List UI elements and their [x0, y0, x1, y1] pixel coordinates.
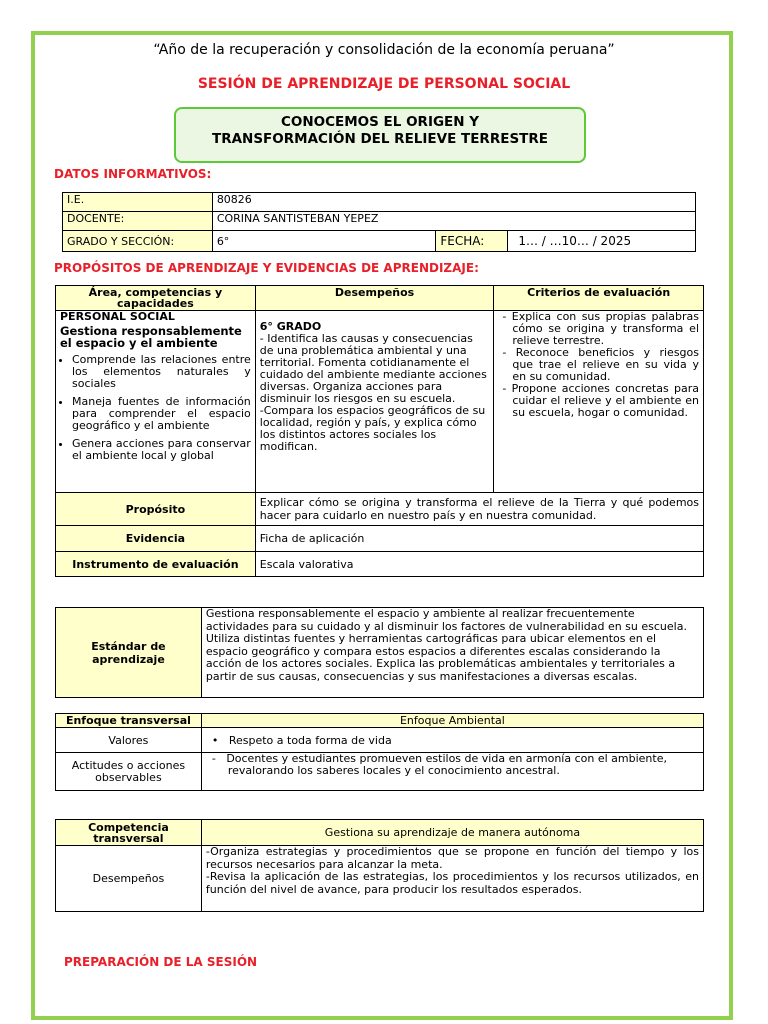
capacidad-item: • Genera acciones para conservar el ambiente local y global [72, 438, 251, 462]
capacidad-item: • Comprende las relaciones entre los elementos naturales y sociales [72, 354, 251, 390]
ie-label: I.E. [63, 193, 213, 212]
valores-cell [201, 728, 703, 753]
proposito-value: Explicar cómo se origina y transforma el relieve de la Tierra y qué podemos hacer para cuidarlo en nuestro país y en nuestra comunidad. [255, 493, 703, 526]
estandar-text: Gestiona responsablemente el espacio y ambiente al realizar frecuentemente actividades para su cuidado y al disminuir los factores de vulnerabilidad en su escuela. Utiliza distintas fuentes y herramientas cartográficas para ubicar elementos en el espacio geográfico y compara estos espacios a diferentes escalas considerando la acción de los actores sociales. Explica las problemáticas ambientales y territoriales a partir de sus causas, consecuencias y sus manifestaciones a diversas escalas. [201, 608, 703, 698]
area-name: PERSONAL SOCIAL [60, 310, 175, 323]
criterio-text: Propone acciones concretas para cuidar el relieve y el ambiente en su escuela, hogar o comunidad. [511, 382, 700, 419]
instrumento-label: Instrumento de evaluación [56, 552, 256, 577]
estandar-table [55, 607, 704, 698]
topic-title-line1: CONOCEMOS EL ORIGEN Y [280, 114, 480, 130]
criterio-text: Explica con sus propias palabras cómo se origina y transforma el relieve terrestre. [511, 310, 700, 347]
grado-value: 6° [212, 231, 436, 252]
motto: “Año de la recuperación y consolidación de la economía peruana” [153, 42, 615, 58]
competencia-label: Competencia transversal [56, 820, 202, 846]
valores-text: Respeto a toda forma de vida [228, 733, 392, 747]
evidencia-label: Evidencia [56, 526, 256, 552]
desempeno-item: -Compara los espacios geográficos de su localidad, región y país, y explica cómo los distintos actores sociales los modifican. [259, 404, 486, 453]
proposito-label: Propósito [56, 493, 256, 526]
propositos-heading: PROPÓSITOS DE APRENDIZAJE Y EVIDENCIAS DE APRENDIZAJE: [54, 261, 479, 275]
actitudes-label: Actitudes o acciones observables [56, 753, 202, 791]
criterio-item: - Propone acciones concretas para cuidar el relieve y el ambiente en su escuela, hogar o comunidad. [502, 382, 700, 419]
col-desempenos-header: Desempeños [255, 286, 494, 311]
competencia-value: Gestiona su aprendizaje de manera autónoma [201, 820, 703, 846]
criterio-item: - Reconoce beneficios y riesgos que trae el relieve en su vida y en su comunidad. [502, 346, 700, 383]
instrumento-value: Escala valorativa [255, 552, 703, 577]
col-criterios-header: Criterios de evaluación [494, 286, 704, 311]
competencia-name: Gestiona responsablemente el espacio y el ambiente [60, 324, 242, 350]
ie-value: 80826 [212, 193, 695, 212]
topic-title-line2: TRANSFORMACIÓN DEL RELIEVE TERRESTRE [211, 131, 548, 147]
topic-title-box [174, 107, 586, 163]
comp-desempenos-label: Desempeños [56, 846, 202, 912]
fecha-label: FECHA: [436, 231, 508, 252]
estandar-label: Estándar de aprendizaje [56, 608, 202, 698]
capacidades-list [60, 354, 251, 462]
datos-heading: DATOS INFORMATIVOS: [54, 167, 212, 181]
area-cell [56, 311, 256, 493]
docente-label: DOCENTE: [63, 212, 213, 231]
desempeno-item: - Identifica las causas y consecuencias de una problemática ambiental y una territorial. Fomenta cotidianamente el cuidado del ambiente mediante acciones diversas. Organiza acciones para disminuir los riesgos en su escuela. [259, 332, 487, 405]
actitudes-cell: - Docentes y estudiantes promueven estilos de vida en armonía con el ambiente, revalorando los saberes locales y el conocimiento ancestral. [201, 753, 703, 791]
evidencia-value: Ficha de aplicación [255, 526, 703, 552]
bullet-icon: • [211, 733, 219, 747]
enfoque-label: Enfoque transversal [56, 714, 202, 728]
capacidad-item: • Maneja fuentes de información para comprender el espacio geográfico y el ambiente [72, 396, 251, 432]
criterio-item: - Explica con sus propias palabras cómo se origina y transforma el relieve terrestre. [502, 310, 700, 347]
criterio-text: Reconoce beneficios y riesgos que trae el relieve en su vida y en su comunidad. [512, 346, 700, 383]
grado-label: GRADO Y SECCIÓN: [63, 231, 213, 252]
enfoque-value: Enfoque Ambiental [201, 714, 703, 728]
comp-desempeno-item: -Revisa la aplicación de las estrategias, los procedimientos y los recursos utilizados, en función del nivel de avance, para producir los resultados esperados. [205, 870, 699, 896]
criterios-cell [494, 311, 704, 493]
datos-table [62, 192, 696, 252]
preparacion-heading: PREPARACIÓN DE LA SESIÓN [64, 955, 258, 969]
propositos-table [55, 285, 704, 577]
enfoque-table [55, 713, 704, 791]
comp-desempeno-item: -Organiza estrategias y procedimientos que se propone en función del tiempo y los recursos necesarios para alcanzar la meta. [205, 845, 699, 871]
competencia-table [55, 819, 704, 912]
desempenos-cell [255, 311, 494, 493]
comp-desempenos-cell [201, 846, 703, 912]
docente-value: CORINA SANTISTEBAN YEPEZ [212, 212, 695, 231]
actitudes-text: Docentes y estudiantes promueven estilos de vida en armonía con el ambiente, revalorando los saberes locales y el conocimiento ancestral. [226, 752, 667, 777]
valores-label: Valores [56, 728, 202, 753]
session-title: SESIÓN DE APRENDIZAJE DE PERSONAL SOCIAL [197, 76, 571, 92]
grado-heading: 6° GRADO [259, 320, 322, 333]
col-area-header: Área, competencias y capacidades [56, 286, 256, 311]
fecha-value: 1… / …10… / 2025 [508, 231, 696, 252]
